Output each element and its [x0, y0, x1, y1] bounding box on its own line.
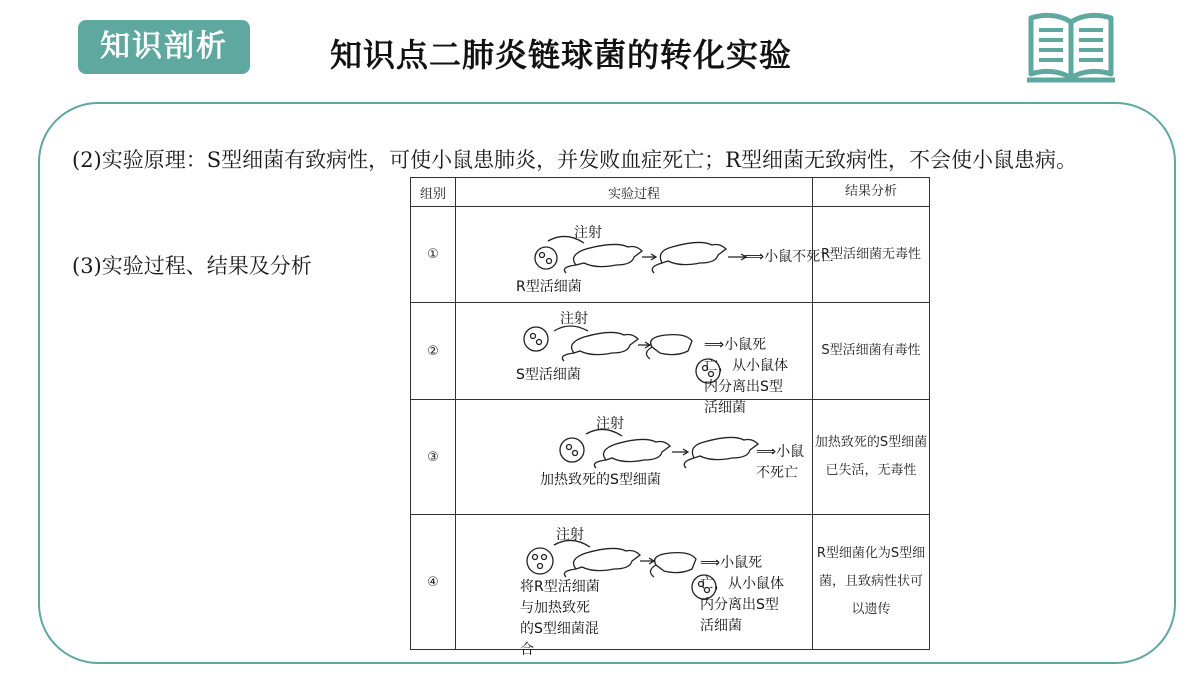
material-label: S型活细菌 — [516, 367, 581, 383]
open-book-icon — [1025, 8, 1117, 84]
process-cell — [456, 515, 813, 658]
inject-label: 注射 — [560, 311, 588, 327]
outcome-label: ⟹小鼠死亡，从小鼠体内分离出S型活细菌 — [700, 555, 784, 634]
group-number: ④ — [411, 515, 456, 650]
process-cell — [456, 303, 813, 416]
material-label: 将R型活细菌与加热致死的S型细菌混合 — [520, 579, 600, 658]
process-heading: (3)实验过程、结果及分析 — [72, 254, 312, 278]
process-cell — [456, 207, 835, 303]
table-row — [411, 515, 930, 650]
page-title: 知识点二肺炎链球菌的转化实验 — [330, 36, 793, 74]
process-cell — [456, 400, 813, 515]
analysis-cell: R型活细菌无毒性 — [813, 207, 930, 303]
table-row — [411, 400, 930, 515]
section-tag: 知识剖析 — [78, 20, 250, 74]
analysis-cell: 加热致死的S型细菌已失活，无毒性 — [813, 400, 930, 515]
header-group: 组别 — [411, 178, 456, 207]
outcome-label: ⟹小鼠不死亡 — [756, 444, 805, 481]
table-row — [411, 207, 930, 303]
material-label: R型活细菌 — [516, 279, 582, 295]
inject-label: 注射 — [574, 225, 602, 241]
group-number: ② — [411, 303, 456, 400]
experiment-table — [410, 177, 930, 658]
analysis-cell: S型活细菌有毒性 — [813, 303, 930, 400]
table-row — [411, 303, 930, 400]
analysis-cell: R型细菌化为S型细菌，且致病性状可以遗传 — [813, 515, 930, 650]
table-header-row — [411, 178, 930, 207]
inject-label: 注射 — [596, 416, 624, 432]
outcome-label: ⟹小鼠死亡，从小鼠体内分离出S型活细菌 — [704, 337, 788, 416]
principle-text: (2)实验原理：S型细菌有致病性，可使小鼠患肺炎，并发败血症死亡；R型细菌无致病性，不会使小鼠患病。 — [72, 148, 1077, 172]
material-label: 加热致死的S型细菌 — [540, 472, 661, 488]
group-number: ③ — [411, 400, 456, 515]
header-analysis: 结果分析 — [813, 178, 930, 207]
outcome-label: ⟹小鼠不死亡 — [744, 249, 835, 265]
inject-label: 注射 — [556, 527, 584, 543]
group-number: ① — [411, 207, 456, 303]
header-process: 实验过程 — [456, 178, 813, 207]
